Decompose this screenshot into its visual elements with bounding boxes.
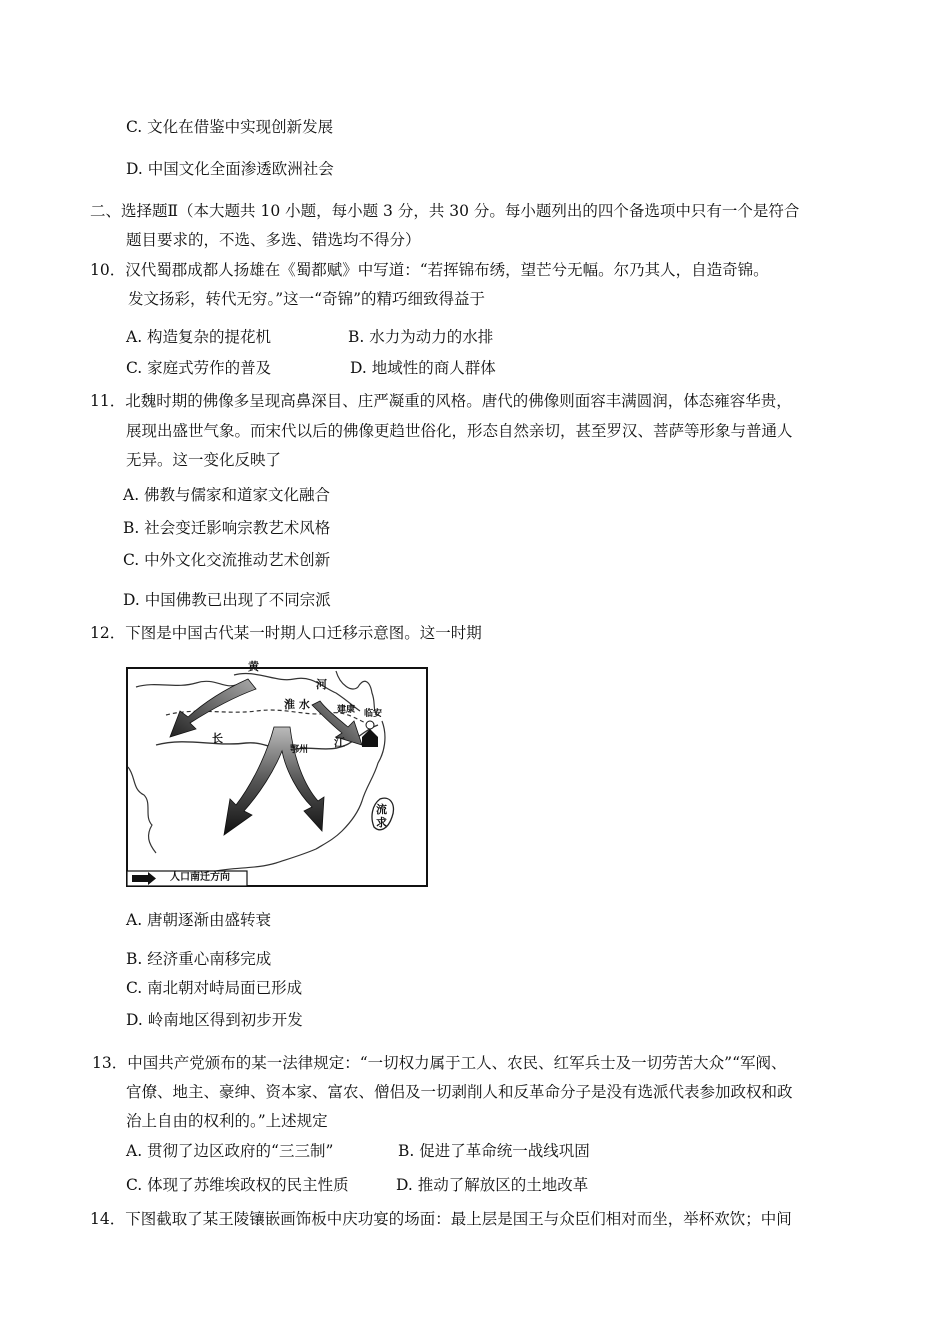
q10-option-b: B. 水力为动力的水排 <box>348 328 494 346</box>
map-label-huaishui: 淮 水 <box>284 698 310 711</box>
q13-stem: 13．中国共产党颁布的某一法律规定：“一切权力属于工人、农民、红军兵士及一切劳苦大众”“军阀、 <box>92 1054 787 1072</box>
q11-option-a: A. 佛教与儒家和道家文化融合 <box>123 486 331 504</box>
q11-stem: 11．北魏时期的佛像多呈现高鼻深目、庄严凝重的风格。唐代的佛像则面容丰满圆润，体态雍容华贵， <box>90 392 792 410</box>
q11-stem-cont: 展现出盛世气象。而宋代以后的佛像更趋世俗化，形态自然亲切，甚至罗汉、菩萨等形象与普通人 <box>126 422 793 440</box>
map-legend-label: 人口南迁方向 <box>170 872 230 883</box>
q11-option-d: D. 中国佛教已出现了不同宗派 <box>123 591 331 609</box>
q10-option-c: C. 家庭式劳作的普及 <box>126 359 272 377</box>
migration-map <box>126 660 428 887</box>
map-frame <box>127 668 427 886</box>
q12-stem: 12．下图是中国古代某一时期人口迁移示意图。这一时期 <box>90 624 482 642</box>
section-heading-cont: 题目要求的，不选、多选、错选均不得分） <box>126 231 421 249</box>
q13-option-c: C. 体现了苏维埃政权的民主性质 <box>126 1176 349 1194</box>
map-label-jiankang: 建康 <box>337 705 356 715</box>
q11-option-b: B. 社会变迁影响宗教艺术风格 <box>123 519 331 537</box>
map-label-huang: 黄 <box>248 660 259 673</box>
q11-stem-cont2: 无异。这一变化反映了 <box>126 451 282 469</box>
q14-stem: 14．下图截取了某王陵镶嵌画饰板中庆功宴的场面：最上层是国王与众臣们相对而坐，举杯欢饮；中间 <box>90 1210 792 1228</box>
map-label-linan: 临安 <box>364 709 383 719</box>
q10-option-a: A. 构造复杂的提花机 <box>126 328 272 346</box>
map-label-jiang: 江 <box>334 736 345 749</box>
q12-option-a: A. 唐朝逐渐由盛转衰 <box>126 911 272 929</box>
section-heading: 二、选择题Ⅱ（本大题共 10 小题，每小题 3 分，共 30 分。每小题列出的四个备选项中只有一个是符合 <box>90 202 800 220</box>
q13-stem-cont: 官僚、地主、豪绅、资本家、富农、僧侣及一切剥削人和反革命分子是没有选派代表参加政权和政 <box>126 1083 793 1101</box>
q11-option-c: C. 中外文化交流推动艺术创新 <box>123 551 331 569</box>
q13-option-d: D. 推动了解放区的土地改革 <box>396 1176 589 1194</box>
q13-option-a: A. 贯彻了边区政府的“三三制” <box>126 1142 334 1160</box>
q9-option-d: D. 中国文化全面渗透欧洲社会 <box>126 160 334 178</box>
map-label-ezhou: 鄂州 <box>290 745 309 755</box>
q12-option-b: B. 经济重心南移完成 <box>126 950 272 968</box>
map-label-chang: 长 <box>212 732 223 745</box>
map-label-he: 河 <box>316 678 327 691</box>
q13-option-b: B. 促进了革命统一战线巩固 <box>398 1142 590 1160</box>
q10-stem-cont: 发文扬彩，转代无穷。”这一“奇锦”的精巧细致得益于 <box>128 290 486 308</box>
map-label-liuqiu: 流 求 <box>376 803 387 829</box>
q10-option-d: D. 地域性的商人群体 <box>350 359 496 377</box>
q10-stem: 10．汉代蜀郡成都人扬雄在《蜀都赋》中写道：“若挥锦布绣，望芒兮无幅。尔乃其人，自造奇锦。 <box>90 261 769 279</box>
linan-circle <box>366 721 374 729</box>
q12-option-c: C. 南北朝对峙局面已形成 <box>126 979 303 997</box>
q13-stem-cont2: 治上自由的权利的。”上述规定 <box>126 1112 328 1130</box>
q9-option-c: C. 文化在借鉴中实现创新发展 <box>126 118 334 136</box>
q12-option-d: D. 岭南地区得到初步开发 <box>126 1011 303 1029</box>
